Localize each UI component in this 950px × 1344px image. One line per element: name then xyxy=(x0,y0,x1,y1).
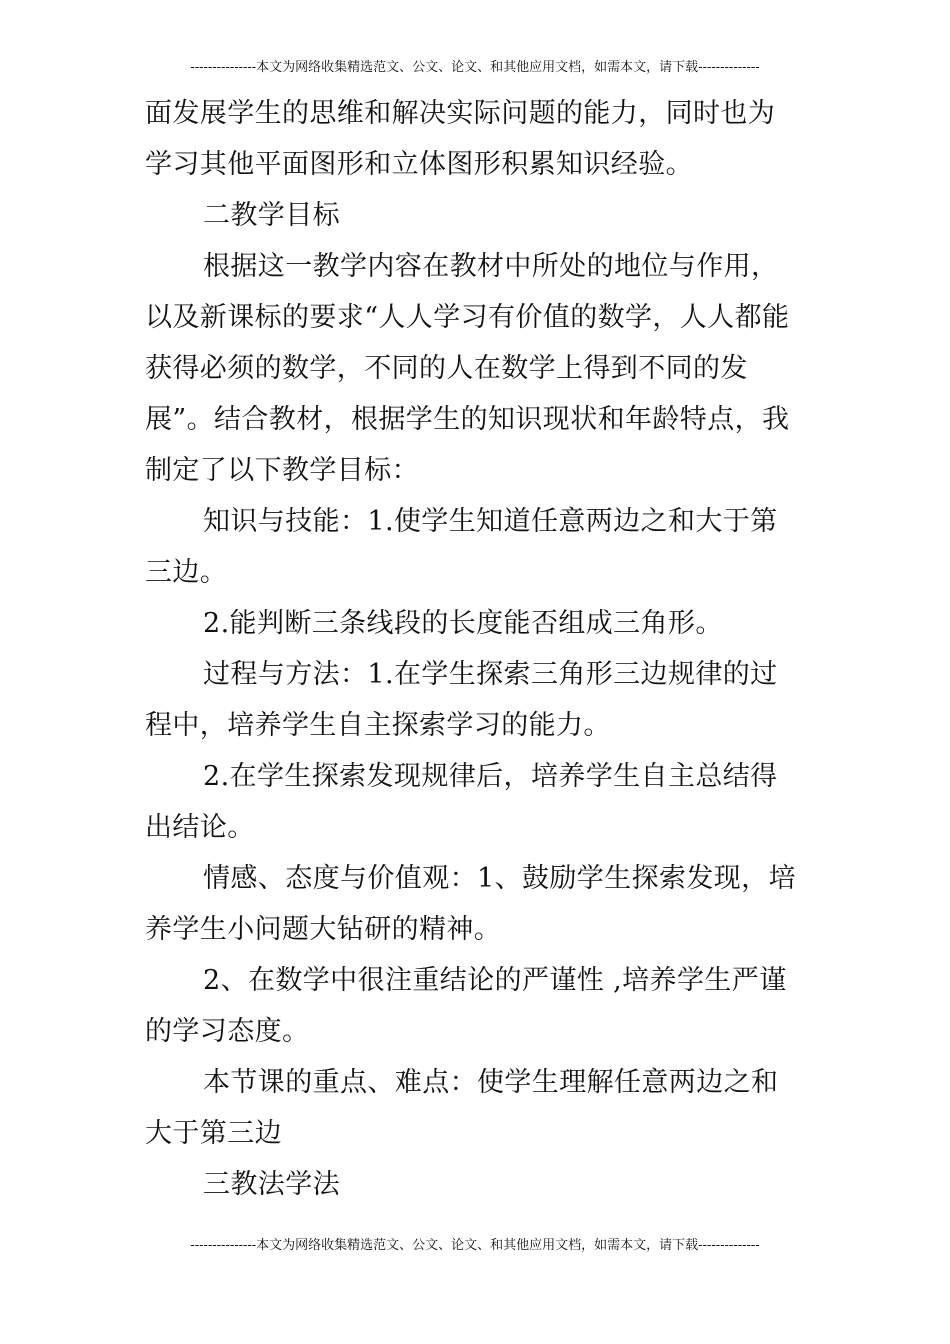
paragraph-line: 出结论。 xyxy=(145,812,255,843)
section-heading: 二教学目标 xyxy=(203,200,340,231)
paragraph-line: 程中，培养学生自主探索学习的能力。 xyxy=(145,710,611,741)
paragraph-line: 情感、态度与价值观：1、鼓励学生探索发现，培 xyxy=(203,863,796,894)
paragraph-line: 2.在学生探索发现规律后，培养学生自主总结得 xyxy=(203,761,778,792)
header-banner: ---------------本文为网络收集精选范文、公文、论文、和其他应用文档，如需本文，请下载-------------- xyxy=(190,60,760,75)
footer-banner: ---------------本文为网络收集精选范文、公文、论文、和其他应用文档，如需本文，请下载-------------- xyxy=(190,1238,760,1253)
paragraph-line: 的学习态度。 xyxy=(145,1016,310,1047)
paragraph-line: 大于第三边 xyxy=(145,1118,282,1149)
paragraph-line: 获得必须的数学，不同的人在数学上得到不同的发 xyxy=(145,353,748,384)
paragraph-line: 本节课的重点、难点：使学生理解任意两边之和 xyxy=(203,1067,779,1098)
section-heading: 三教法学法 xyxy=(203,1169,340,1200)
paragraph-line: 学习其他平面图形和立体图形积累知识经验。 xyxy=(145,149,693,180)
paragraph-line: 展”。结合教材，根据学生的知识现状和年龄特点，我 xyxy=(145,404,790,435)
paragraph-line: 过程与方法：1.在学生探索三角形三边规律的过 xyxy=(203,659,778,690)
paragraph-line: 2.能判断三条线段的长度能否组成三角形。 xyxy=(203,608,723,639)
paragraph-line: 三边。 xyxy=(145,557,228,588)
paragraph-line: 制定了以下教学目标： xyxy=(145,455,419,486)
paragraph-line: 根据这一教学内容在教材中所处的地位与作用， xyxy=(203,251,779,282)
paragraph-line: 面发展学生的思维和解决实际问题的能力，同时也为 xyxy=(145,98,776,129)
paragraph-line: 知识与技能：1.使学生知道任意两边之和大于第 xyxy=(203,506,778,537)
paragraph-line: 以及新课标的要求“人人学习有价值的数学，人人都能 xyxy=(145,302,790,333)
paragraph-line: 2、在数学中很注重结论的严谨性 ,培养学生严谨 xyxy=(203,965,787,996)
paragraph-line: 养学生小问题大钻研的精神。 xyxy=(145,914,502,945)
